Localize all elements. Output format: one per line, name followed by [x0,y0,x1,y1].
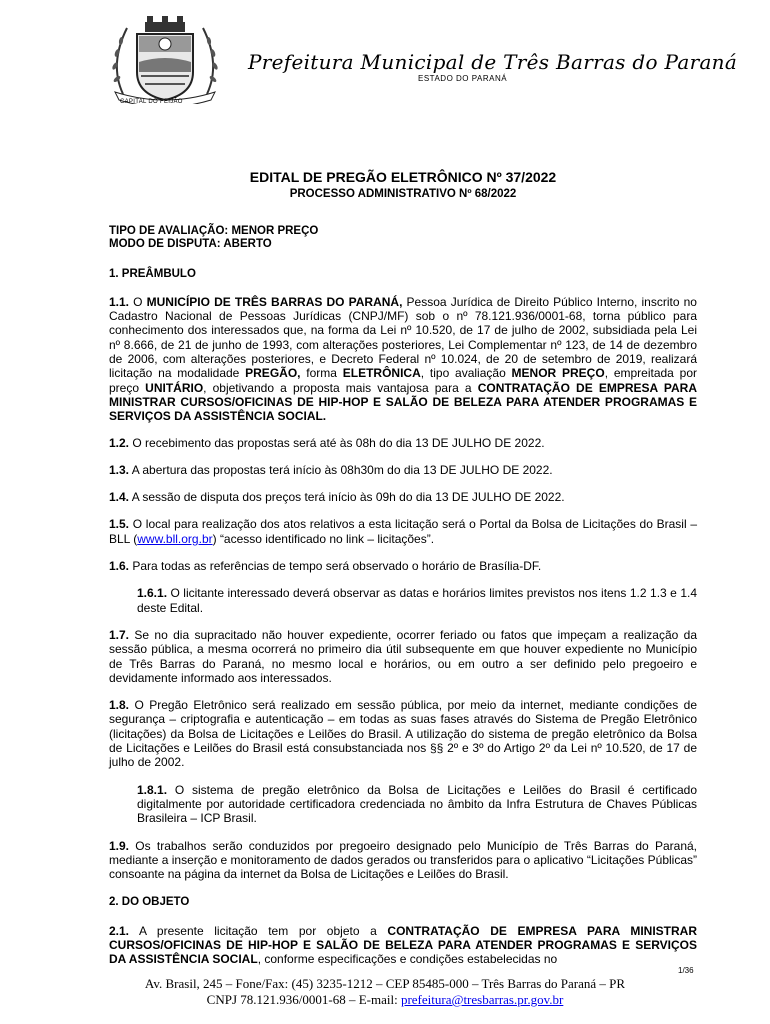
text: A presente licitação tem por objeto a [129,923,388,938]
evaluation-type: TIPO DE AVALIAÇÃO: MENOR PREÇO [109,224,319,237]
bold-text: MENOR PREÇO [511,366,605,381]
text: Os trabalhos serão conduzidos por pregoeiro designado pelo Município de Três Barras do Paraná, mediante a inserção e monitoramento de dados gerados ou transferidos para o aplicativo “Licitações Públicas” consoante na página da internet da Bolsa de Licitações e Leilões do Brasil. [109,838,697,882]
document-body [109,170,697,967]
text: A abertura das propostas terá início às 08h30m do dia 13 DE JULHO DE 2022. [129,462,553,477]
item-number: 2.1. [109,923,130,938]
paragraph-1-6-1 [137,586,697,615]
text: , tipo avaliação [420,366,512,381]
text: O sistema de pregão eletrônico da Bolsa de Licitações e Leilões do Brasil é certificado digitalmente por autoridade certificadora credenciada no âmbito da Infra Estrutura de Chaves Públicas Brasileira – ICP Brasil. [137,782,697,826]
item-number: 1.2. [109,435,130,450]
item-number: 1.4. [109,490,130,505]
item-number: 1.9. [109,838,130,853]
text: O Pregão Eletrônico será realizado em sessão pública, por meio da internet, mediante condições de segurança – criptografia e autenticação – em todas as suas fases através do Sistema de Pregão Eletrônico (licitações) da Bolsa de Licitações e Leilões do Brasil. A utilização do sistema de pregão eletrônico da Bolsa de Licitações e Leilões do Brasil está consubstanciada nos §§ 2º e 3º do Artigo 2º da Lei nº 10.520, de 17 de julho de 2002. [109,698,697,770]
seal-caption: CAPITAL DO FEIJÃO [120,99,183,105]
municipality-name: Prefeitura Municipal de Três Barras do Paraná [248,50,738,74]
item-number: 1.8. [109,698,130,713]
text: O licitante interessado deverá observar as datas e horários limites previstos nos itens 1.2 1.3 e 1.4 deste Edital. [137,586,697,615]
paragraph-2-1 [109,924,697,967]
section-heading-preamble: 1. PREÂMBULO [109,267,196,280]
paragraph-1-3 [109,463,697,477]
text: Se no dia supracitado não houver expediente, ocorrer feriado ou fatos que impeçam a realização da sessão pública, a mesma ocorrerá no primeiro dia útil subsequente em que houver expediente no Município de Três Barras do Paraná, no mesmo local e horários, ou em outro a ser definido pelo pregoeiro e devidamente informado aos interessados. [109,627,697,685]
item-number: 1.1. [109,294,130,309]
letterhead [0,0,770,120]
item-number: 1.3. [109,462,130,477]
text: ) “acesso identificado no link – licitações”. [212,531,435,546]
bold-text: UNITÁRIO [145,380,204,395]
item-number: 1.6.1. [137,586,168,601]
dispute-mode: MODO DE DISPUTA: ABERTO [109,237,272,250]
evaluation-info [109,225,697,251]
footer-address: Av. Brasil, 245 – Fone/Fax: (45) 3235-1212 – CEP 85485-000 – Três Barras do Paraná – PR [144,976,626,991]
section-heading-object: 2. DO OBJETO [109,896,190,909]
state-name: ESTADO DO PARANÁ [418,74,508,83]
document-title: EDITAL DE PREGÃO ELETRÔNICO Nº 37/2022 [249,169,557,185]
paragraph-1-7 [109,628,697,685]
footer-contact [0,992,770,1008]
item-number: 1.6. [109,559,130,574]
paragraph-1-5 [109,517,697,546]
text: Pessoa Jurídica de Direito Público Interno, inscrito no Cadastro Nacional de Pessoas Jurídicas (CNPJ/MF) sob o nº 78.121.936/0001-68, torna público para conhecimento dos interessados que, na forma da Lei nº 10.520, de 17 de julho de 2002, subsidiada pela Lei nº 8.666, de 21 de junho de 1993, com alterações posteriores, Lei Complementar nº 123, de 14 de dezembro de 2006, com alterações posteriores, e Decreto Federal nº 10.024, de 20 de setembro de 2019, realizará licitação na modalidade [109,294,697,381]
bold-text: MUNICÍPIO DE TRÊS BARRAS DO PARANÁ, [146,294,403,309]
paragraph-1-4 [109,490,697,504]
paragraph-1-8 [109,698,697,769]
bold-text: PREGÃO, [245,366,301,381]
page-number: 1/36 [678,966,694,975]
item-number: 1.5. [109,517,130,532]
footer [0,976,770,1008]
text: Para todas as referências de tempo será observado o horário de Brasília-DF. [129,559,542,574]
item-number: 1.7. [109,627,130,642]
text: O local para realização dos atos relativos a esta licitação será o Portal da Bolsa de Licitações do Brasil – BLL ( [109,517,697,546]
text: O recebimento das propostas será até às 08h do dia 13 DE JULHO DE 2022. [129,435,545,450]
text: A sessão de disputa dos preços terá início às 09h do dia 13 DE JULHO DE 2022. [129,490,565,505]
paragraph-1-9 [109,839,697,882]
paragraph-1-1 [109,295,697,424]
paragraph-1-2 [109,436,697,450]
text: , empreitada por preço [109,366,697,395]
paragraph-1-8-1 [137,783,697,826]
bll-link[interactable]: www.bll.org.br [137,531,213,546]
bold-text: CONTRATAÇÃO DE EMPRESA PARA MINISTRAR CURSOS/OFICINAS DE HIP-HOP E SALÃO DE BELEZA PARA ATENDER PROGRAMAS E SERVIÇOS DA ASSISTÊNCIA SOCIAL [109,923,697,967]
bold-text: ELETRÔNICA [342,366,421,381]
text: O [129,294,147,309]
text: forma [300,366,343,381]
email-link[interactable]: prefeitura@tresbarras.pr.gov.br [400,992,564,1007]
text: , conforme especificações e condições estabelecidas no [257,952,558,967]
bold-text: CONTRATAÇÃO DE EMPRESA PARA MINISTRAR CURSOS/OFICINAS DE HIP-HOP E SALÃO DE BELEZA PARA ATENDER PROGRAMAS E SERVIÇOS DA ASSISTÊNCIA SOCIAL. [109,380,697,424]
text: , objetivando a proposta mais vantajosa para a [203,380,478,395]
item-number: 1.8.1. [137,782,168,797]
municipal-seal-icon [105,14,225,104]
footer-cnpj: CNPJ 78.121.936/0001-68 – E-mail: [206,992,401,1007]
document-subtitle: PROCESSO ADMINISTRATIVO Nº 68/2022 [289,188,517,201]
paragraph-1-6 [109,559,697,573]
